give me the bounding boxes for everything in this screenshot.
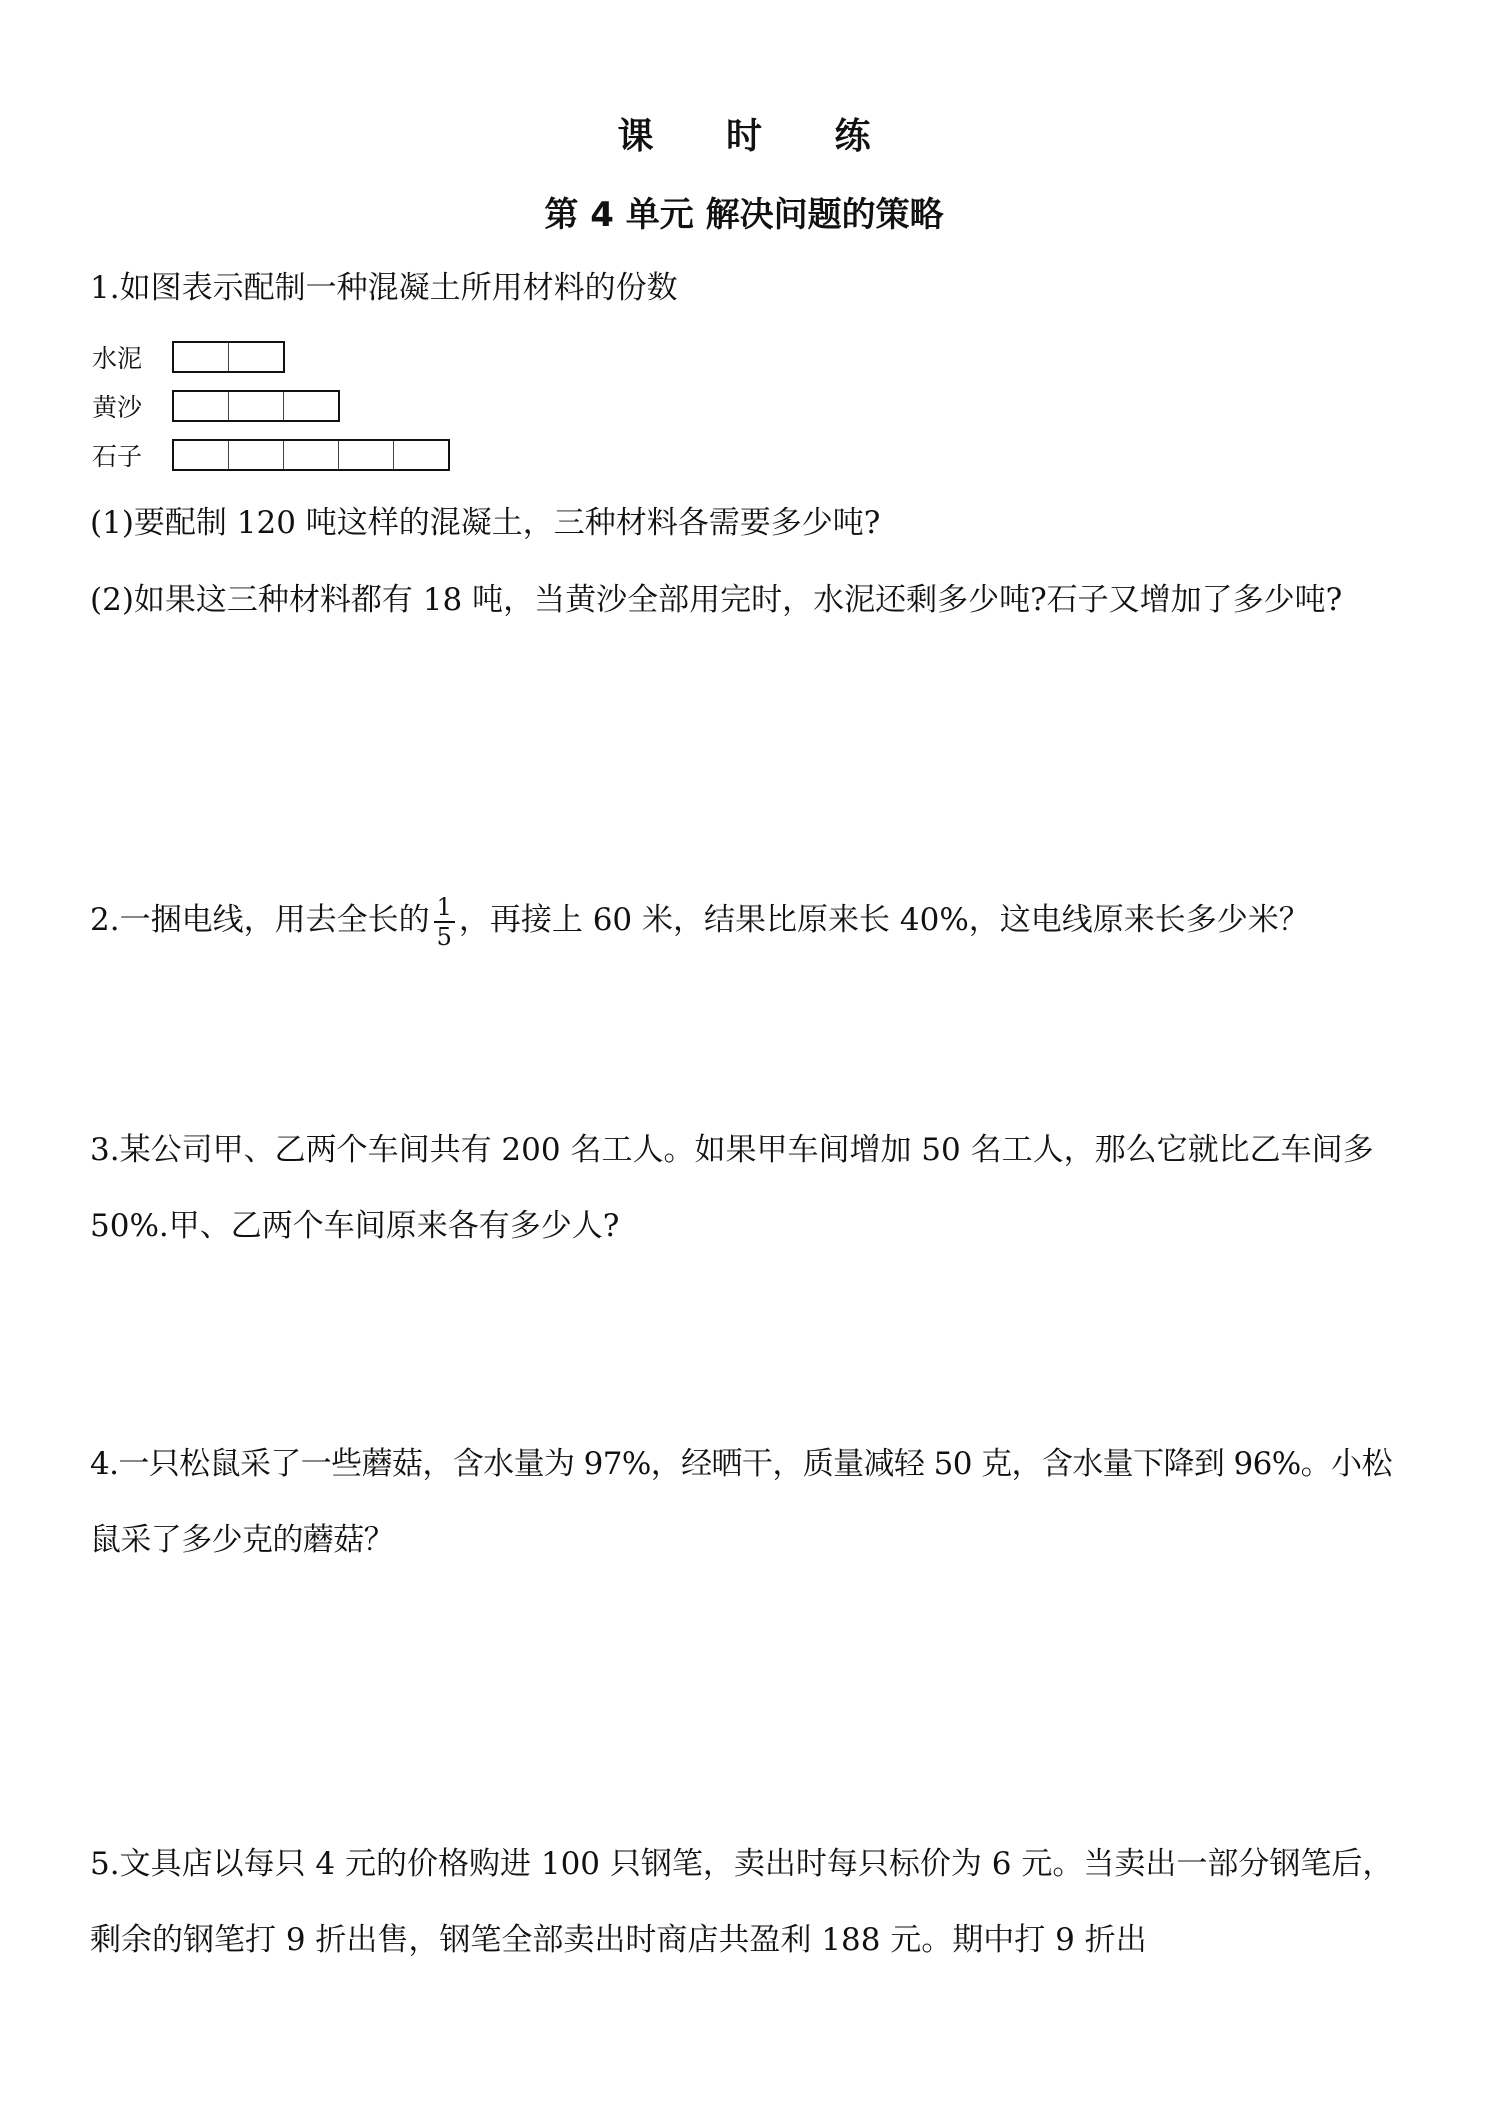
question-1-sub-1: (1)要配制 120 吨这样的混凝土，三种材料各需要多少吨? — [90, 505, 881, 541]
fraction — [434, 893, 455, 951]
question-3: 3.某公司甲、乙两个车间共有 200 名工人。如果甲车间增加 50 名工人，那么它就比乙车间多 50%.甲、乙两个车间原来各有多少人? — [90, 1132, 1374, 1244]
ratio-bar-cell — [339, 441, 394, 469]
ratio-bar-cell — [174, 343, 229, 371]
diagram-row-stone — [92, 438, 450, 472]
question-1-sub-2: (2)如果这三种材料都有 18 吨，当黄沙全部用完时，水泥还剩多少吨?石子又增加了多少吨? — [90, 582, 1343, 618]
question-2-text-after: ，再接上 60 米，结果比原来长 40%，这电线原来长多少米？ — [458, 902, 1310, 938]
page-title: 课 时 练 — [617, 116, 901, 157]
ratio-bar — [172, 390, 340, 422]
ratio-bar-cell — [174, 441, 229, 469]
question-2 — [90, 890, 1310, 951]
diagram-label: 水泥 — [92, 344, 143, 373]
ratio-bar — [172, 341, 285, 373]
diagram-label: 黄沙 — [92, 393, 143, 422]
question-4: 4.一只松鼠采了一些蘑菇，含水量为 97%，经晒干，质量减轻 50 克，含水量下降到 96%。小松鼠采了多少克的蘑菇？ — [90, 1446, 1392, 1558]
question-2-text-before: 2.一捆电线，用去全长的 — [90, 902, 430, 938]
diagram-row-sand — [92, 389, 340, 423]
ratio-bar-cell — [229, 441, 284, 469]
ratio-bar-cell — [229, 343, 283, 371]
ratio-bar — [172, 439, 450, 471]
ratio-bar-cell — [284, 392, 338, 420]
fraction-numerator: 1 — [434, 893, 455, 923]
ratio-bar-cell — [174, 392, 229, 420]
ratio-bar-cell — [284, 441, 339, 469]
question-1-stem: 1.如图表示配制一种混凝土所用材料的份数 — [90, 270, 678, 306]
unit-title: 第 4 单元 解决问题的策略 — [544, 195, 944, 235]
diagram-label: 石子 — [92, 442, 143, 471]
ratio-bar-cell — [229, 392, 284, 420]
fraction-denominator: 5 — [436, 922, 452, 951]
question-5: 5.文具店以每只 4 元的价格购进 100 只钢笔，卖出时每只标价为 6 元。当卖出一部分钢笔后，剩余的钢笔打 9 折出售，钢笔全部卖出时商店共盈利 188 元。期中打 9 折出 — [90, 1846, 1394, 1958]
ratio-bar-cell — [394, 441, 448, 469]
diagram-row-cement — [92, 340, 285, 374]
